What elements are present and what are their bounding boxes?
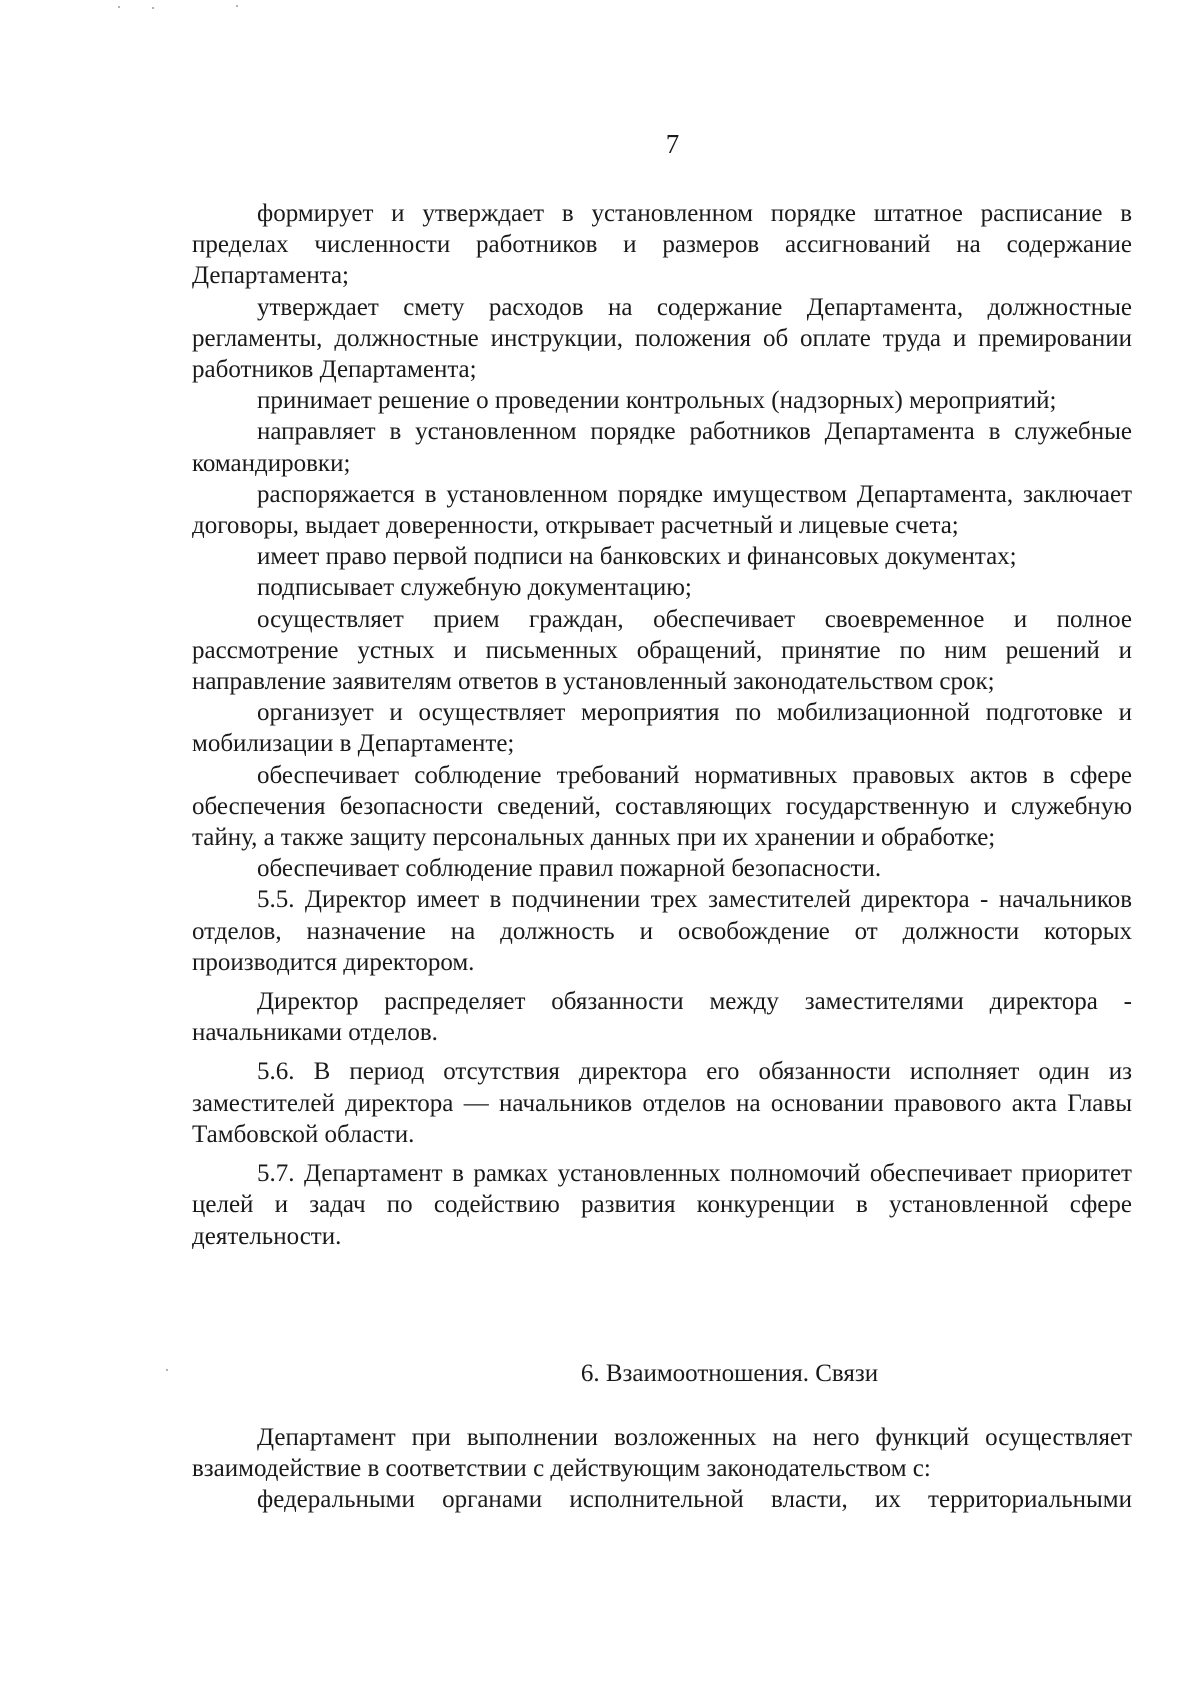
paragraph: обеспечивает соблюдение правил пожарной безопасности. [257, 855, 882, 883]
document-body [192, 198, 1132, 1252]
section-heading-block [192, 1358, 1132, 1389]
paragraph: 5.7. Департамент в рамках установленных полномочий обеспечивает приоритет целей и задач по содействию развития конкуренции в установленной сфере деятельности. [192, 1160, 1132, 1250]
paragraph: формирует и утверждает в установленном порядке штатное расписание в пределах численности работников и размеров ассигнований на содержание Департамента; [192, 200, 1132, 290]
paragraph: имеет право первой подписи на банковских и финансовых документах; [257, 543, 1017, 571]
paragraph: организует и осуществляет мероприятия по мобилизационной подготовке и мобилизации в Департаменте; [192, 699, 1132, 758]
scan-speck [236, 5, 238, 7]
paragraph: Директор распределяет обязанности между заместителями директора - начальниками отделов. [192, 988, 1132, 1047]
scan-speck [166, 1369, 168, 1371]
section-body [192, 1422, 1132, 1516]
paragraph: обеспечивает соблюдение требований нормативных правовых актов в сфере обеспечения безопасности сведений, составляющих государственную и служебную тайну, а также защиту персональных данных при их хранении и обработке; [192, 761, 1132, 852]
paragraph: 5.6. В период отсутствия директора его обязанности исполняет один из заместителей директора — начальников отделов на основании правового акта Главы Тамбовской области. [192, 1058, 1132, 1148]
paragraph: осуществляет прием граждан, обеспечивает своевременное и полное рассмотрение устных и письменных обращений, принятие по ним решений и направление заявителям ответов в установленный законодательством срок; [192, 605, 1132, 696]
paragraph: федеральными органами исполнительной власти, их территориальными [257, 1486, 1132, 1514]
paragraph: принимает решение о проведении контрольных (надзорных) мероприятий; [257, 387, 1057, 415]
paragraph: утверждает смету расходов на содержание Департамента, должностные регламенты, должностные инструкции, положения об оплате труда и премировании работников Департамента; [192, 293, 1132, 384]
paragraph: Департамент при выполнении возложенных на него функций осуществляет взаимодействие в соответствии с действующим законодательством с: [192, 1424, 1132, 1483]
scan-speck [118, 6, 120, 8]
paragraph: направляет в установленном порядке работников Департамента в служебные командировки; [192, 418, 1132, 477]
page-number: 7 [665, 129, 680, 159]
paragraph: подписывает служебную документацию; [257, 574, 692, 602]
paragraph: 5.5. Директор имеет в подчинении трех заместителей директора - начальников отделов, назначение на должность и освобождение от должности которых производится директором. [192, 886, 1132, 976]
scan-speck [152, 7, 154, 9]
section-heading: 6. Взаимоотношения. Связи [580, 1360, 879, 1387]
paragraph: распоряжается в установленном порядке имуществом Департамента, заключает договоры, выдает доверенности, открывает расчетный и лицевые счета; [192, 480, 1132, 540]
